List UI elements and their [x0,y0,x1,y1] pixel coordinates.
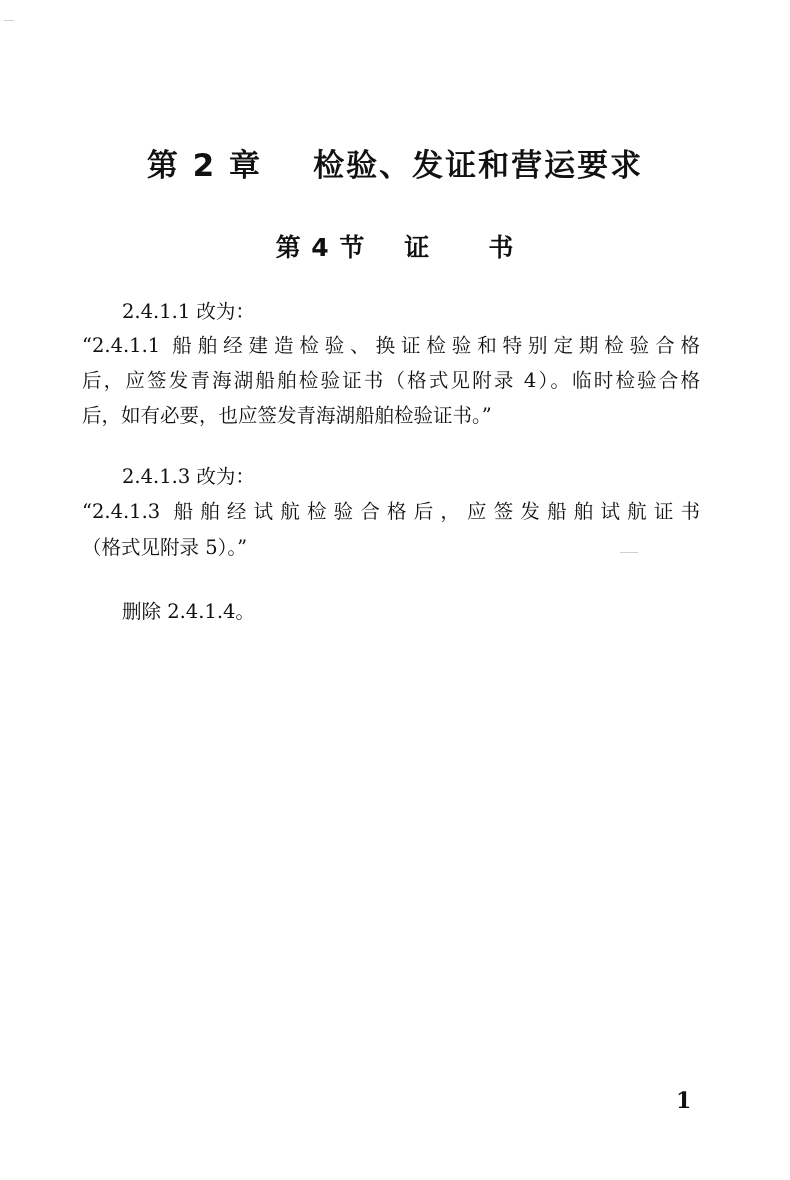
scan-speck [4,20,14,21]
section-title: 第 4 节 证 书 [275,233,515,262]
deletion-note: 删除 2.4.1.4。 [122,600,255,623]
chapter-title: 第 2 章 检验、发证和营运要求 [146,148,644,184]
amendment-1-line-2: 后，应签发青海湖船舶检验证书（格式见附录 4）。临时检验合格 [82,369,700,392]
amendment-1-line-1: “2.4.1.1 船舶经建造检验、换证检验和特别定期检验合格 [82,334,700,357]
amendment-2-intro: 2.4.1.3 改为： [122,465,255,488]
amendment-1-line-3: 后，如有必要，也应签发青海湖船舶检验证书。” [82,404,492,427]
amendment-2-line-1: “2.4.1.3 船舶经试航检验合格后，应签发船舶试航证书 [82,500,700,523]
amendment-2-line-2: （格式见附录 5）。” [82,536,248,559]
page-number: 1 [676,1088,692,1114]
scan-speck [620,552,638,553]
amendment-1-intro: 2.4.1.1 改为： [122,300,255,323]
